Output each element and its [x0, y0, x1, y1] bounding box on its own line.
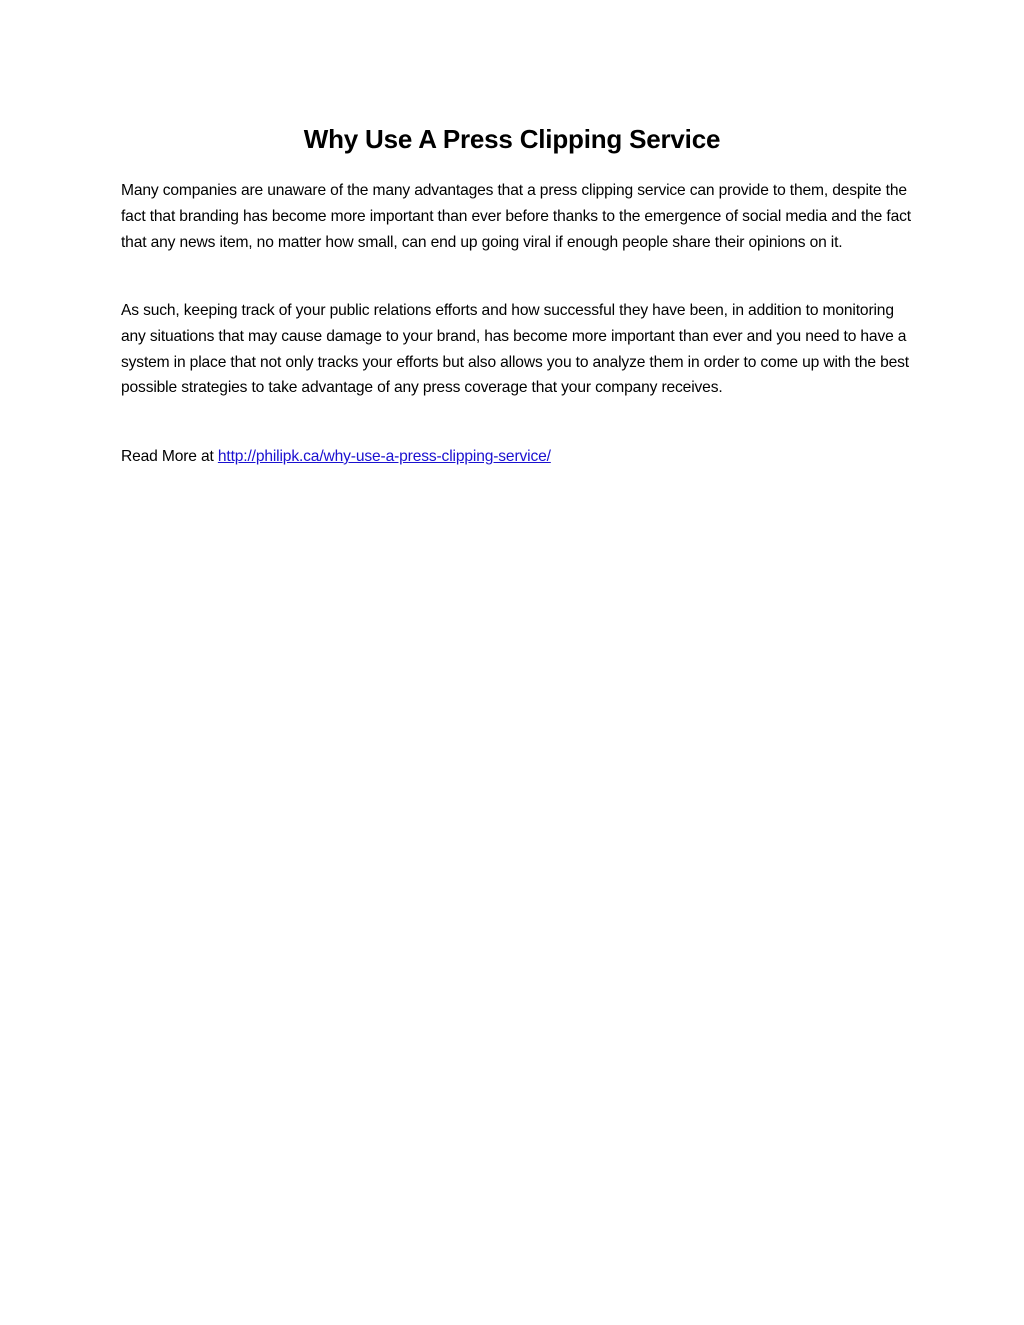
read-more-label: Read More at [121, 448, 218, 465]
paragraph-pr-tracking: As such, keeping track of your public relations efforts and how successful they have been, in addition to monitoring any situations that may cause damage to your brand, has become more important than ever and you need to have a system in place that not only tracks your efforts but also allows you to analyze them in order to come up with the best possible strategies to take advantage of any press coverage that your company receives. [121, 302, 909, 397]
page-title: Why Use A Press Clipping Service [303, 124, 721, 154]
read-more-link[interactable]: http://philipk.ca/why-use-a-press-clipping-service/ [217, 448, 551, 465]
paragraph-intro: Many companies are unaware of the many advantages that a press clipping service can provide to them, despite the fact that branding has become more important than ever before thanks to the emergence of social media and the fact that any news item, no matter how small, can end up going viral if enough people share their opinions on it. [121, 182, 911, 251]
read-more-line [121, 444, 911, 470]
